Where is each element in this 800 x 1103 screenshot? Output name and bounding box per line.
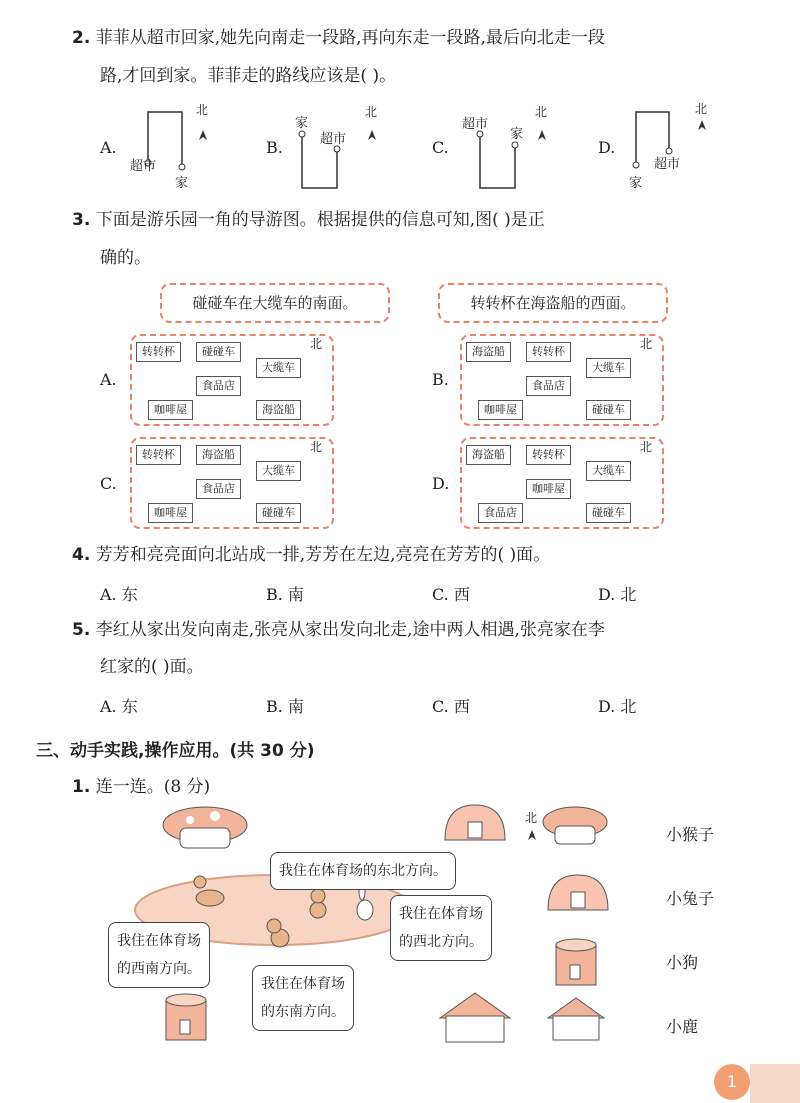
q2-a-north: 北 — [196, 103, 209, 117]
q5-number: 5. — [72, 620, 91, 640]
map-b-bottom-left: 咖啡屋 — [478, 400, 523, 420]
match-north: 北 — [525, 811, 538, 825]
q2-line1 — [72, 26, 605, 50]
q4-line1 — [72, 543, 550, 567]
map-a-right: 大缆车 — [256, 358, 301, 378]
q2-b-start-label: 家 — [295, 116, 309, 131]
map-c-bottom-right: 碰碰车 — [256, 503, 301, 523]
tree-stump-right-icon — [556, 939, 596, 985]
map-a-bottom-right: 海盗船 — [256, 400, 301, 420]
map-a-bottom-left: 咖啡屋 — [148, 400, 193, 420]
peach-house-right-icon — [548, 875, 608, 910]
q5-option-b: B. 南 — [266, 697, 304, 716]
bubble-northwest-line1: 我住在体育场 — [399, 906, 483, 922]
map-c-middle: 食品店 — [196, 479, 241, 499]
map-c-right: 大缆车 — [256, 461, 301, 481]
q3-hint-left-box — [160, 283, 390, 323]
q5-line1 — [72, 618, 605, 642]
q4-text: 芳芳和亮亮面向北站成一排,芳芳在左边,亮亮在芳芳的( )面。 — [95, 545, 551, 565]
doghouse-right-icon — [548, 998, 604, 1040]
q3-map-b-letter: B. — [432, 370, 449, 389]
animal-label-monkey: 小猴子 — [666, 825, 715, 844]
q2-option-d-letter: D. — [598, 138, 616, 157]
q4-option-b: B. 南 — [266, 585, 304, 604]
map-b-middle: 食品店 — [526, 376, 571, 396]
map-b-right: 大缆车 — [586, 358, 631, 378]
q2-d-start-label: 家 — [629, 176, 643, 191]
q2-d-end-label: 超市 — [654, 157, 681, 172]
s3-q1-line — [72, 775, 210, 799]
map-d-top-left: 海盗船 — [466, 445, 511, 465]
q4-option-d: D. 北 — [598, 585, 637, 604]
q3-hint-right: 转转杯在海盗船的西面。 — [470, 294, 636, 312]
q2-a-end-label: 家 — [175, 176, 189, 191]
s3-q1-text: 连一连。(8 分) — [95, 777, 211, 797]
q3-map-d-letter: D. — [432, 474, 450, 493]
q2-route-diagrams — [0, 100, 800, 200]
bubble-southwest-line1: 我住在体育场 — [117, 933, 201, 949]
q5-text-1: 李红从家出发向南走,张亮从家出发向北走,途中两人相遇,张亮家在李 — [95, 620, 605, 640]
q2-text-1: 菲菲从超市回家,她先向南走一段路,再向东走一段路,最后向北走一段 — [95, 28, 605, 48]
s3-q1-number: 1. — [72, 777, 91, 797]
q2-c-end-label: 家 — [510, 127, 524, 142]
q2-option-c-letter: C. — [432, 138, 449, 157]
q3-hint-right-box — [438, 283, 668, 323]
q2-d-north: 北 — [695, 102, 708, 116]
q3-line2: 确的。 — [100, 248, 151, 268]
q4-option-c: C. 西 — [432, 585, 470, 604]
q2-option-a-letter: A. — [100, 138, 117, 157]
q2-a-start-label: 超市 — [130, 159, 157, 174]
q2-c-north: 北 — [535, 105, 548, 119]
mushroom-house-right-icon — [543, 807, 607, 844]
bubble-northwest — [390, 895, 492, 961]
q5-option-d: D. 北 — [598, 697, 637, 716]
q3-hint-left: 碰碰车在大缆车的南面。 — [192, 294, 358, 312]
animal-label-rabbit: 小兔子 — [666, 889, 715, 908]
q5-line2: 红家的( )面。 — [100, 657, 204, 677]
tree-stump-left-icon — [166, 994, 206, 1040]
q2-c-start-label: 超市 — [462, 117, 489, 132]
bubble-southeast — [252, 965, 354, 1031]
q3-line1 — [72, 208, 545, 232]
q2-number: 2. — [72, 28, 91, 48]
map-b-top-middle: 转转杯 — [526, 342, 571, 362]
q3-map-d — [460, 437, 664, 529]
q5-option-c: C. 西 — [432, 697, 470, 716]
map-c-bottom-left: 咖啡屋 — [148, 503, 193, 523]
q4-option-a: A. 东 — [100, 585, 138, 604]
map-d-bottom-right: 碰碰车 — [586, 503, 631, 523]
page-number-badge: 1 — [714, 1064, 750, 1100]
bubble-northwest-line2: 的西北方向。 — [399, 934, 483, 950]
mushroom-house-icon — [163, 807, 247, 848]
q3-map-a-letter: A. — [100, 370, 117, 389]
map-d-north: 北 — [640, 440, 653, 454]
q2-line2: 路,才回到家。菲菲走的路线应该是( )。 — [100, 66, 397, 86]
q5-option-a: A. 东 — [100, 697, 138, 716]
q4-number: 4. — [72, 545, 91, 565]
map-a-middle: 食品店 — [196, 376, 241, 396]
bubble-southeast-line2: 的东南方向。 — [261, 1004, 345, 1020]
map-a-top-left: 转转杯 — [136, 342, 181, 362]
page-corner-tab — [750, 1064, 800, 1103]
q3-map-c-letter: C. — [100, 474, 117, 493]
map-c-top-middle: 海盗船 — [196, 445, 241, 465]
bubble-southeast-line1: 我住在体育场 — [261, 976, 345, 992]
q2-b-north: 北 — [365, 105, 378, 119]
q3-map-b — [460, 334, 664, 426]
map-d-right: 大缆车 — [586, 461, 631, 481]
q3-text-1: 下面是游乐园一角的导游图。根据提供的信息可知,图( )是正 — [95, 210, 545, 230]
bubble-southwest — [108, 922, 210, 988]
q3-number: 3. — [72, 210, 91, 230]
animal-label-dog: 小狗 — [666, 953, 699, 972]
bubble-southwest-line2: 的西南方向。 — [117, 961, 201, 977]
peach-house-icon — [445, 805, 505, 840]
doghouse-icon — [440, 993, 510, 1042]
q2-b-end-label: 超市 — [320, 132, 347, 147]
map-b-north: 北 — [640, 337, 653, 351]
map-c-top-left: 转转杯 — [136, 445, 181, 465]
bubble-northeast: 我住在体育场的东北方向。 — [270, 852, 456, 890]
map-a-north: 北 — [310, 337, 323, 351]
map-d-top-middle: 转转杯 — [526, 445, 571, 465]
map-a-top-middle: 碰碰车 — [196, 342, 241, 362]
map-b-bottom-right: 碰碰车 — [586, 400, 631, 420]
map-d-middle: 咖啡屋 — [526, 479, 571, 499]
q3-map-c — [130, 437, 334, 529]
section-3-title: 三、动手实践,操作应用。(共 30 分) — [36, 741, 315, 761]
map-c-north: 北 — [310, 440, 323, 454]
q3-map-a — [130, 334, 334, 426]
animal-label-deer: 小鹿 — [666, 1017, 699, 1036]
map-b-top-left: 海盗船 — [466, 342, 511, 362]
map-d-bottom-left: 食品店 — [478, 503, 523, 523]
q2-option-b-letter: B. — [266, 138, 283, 157]
